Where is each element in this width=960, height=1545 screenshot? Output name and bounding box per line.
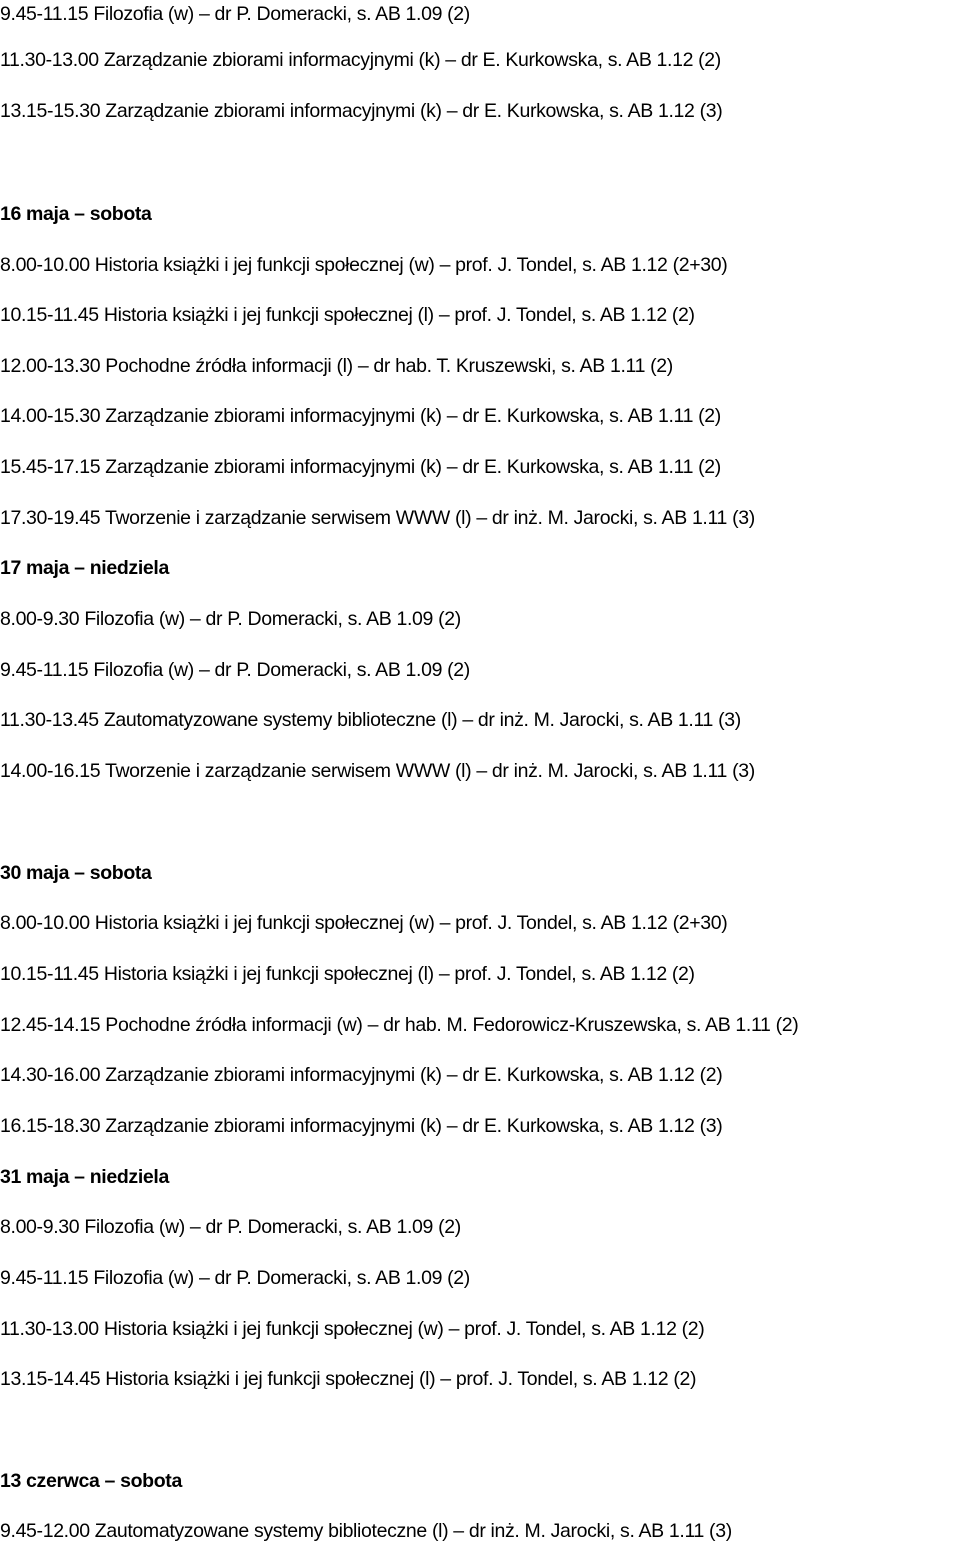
day-heading: 30 maja – sobota <box>0 862 152 884</box>
schedule-entry: 8.00-10.00 Historia książki i jej funkcji społecznej (w) – prof. J. Tondel, s. AB 1.12 (2+30) <box>0 912 728 934</box>
day-heading: 13 czerwca – sobota <box>0 1470 182 1492</box>
day-heading: 16 maja – sobota <box>0 203 152 225</box>
schedule-entry: 16.15-18.30 Zarządzanie zbiorami informacyjnymi (k) – dr E. Kurkowska, s. AB 1.12 (3) <box>0 1115 723 1137</box>
schedule-entry: 9.45-11.15 Filozofia (w) – dr P. Domeracki, s. AB 1.09 (2) <box>0 3 470 25</box>
day-heading: 31 maja – niedziela <box>0 1166 169 1188</box>
schedule-entry: 8.00-10.00 Historia książki i jej funkcji społecznej (w) – prof. J. Tondel, s. AB 1.12 (2+30) <box>0 254 728 276</box>
schedule-entry: 13.15-15.30 Zarządzanie zbiorami informacyjnymi (k) – dr E. Kurkowska, s. AB 1.12 (3) <box>0 100 723 122</box>
schedule-entry: 17.30-19.45 Tworzenie i zarządzanie serwisem WWW (l) – dr inż. M. Jarocki, s. AB 1.11 (3) <box>0 507 755 529</box>
schedule-entry: 11.30-13.45 Zautomatyzowane systemy biblioteczne (l) – dr inż. M. Jarocki, s. AB 1.11 (3) <box>0 709 741 731</box>
schedule-entry: 10.15-11.45 Historia książki i jej funkcji społecznej (l) – prof. J. Tondel, s. AB 1.12 (2) <box>0 304 695 326</box>
schedule-entry: 9.45-11.15 Filozofia (w) – dr P. Domeracki, s. AB 1.09 (2) <box>0 1267 470 1289</box>
schedule-entry: 8.00-9.30 Filozofia (w) – dr P. Domeracki, s. AB 1.09 (2) <box>0 608 461 630</box>
schedule-entry: 12.00-13.30 Pochodne źródła informacji (l) – dr hab. T. Kruszewski, s. AB 1.11 (2) <box>0 355 673 377</box>
schedule-entry: 11.30-13.00 Zarządzanie zbiorami informacyjnymi (k) – dr E. Kurkowska, s. AB 1.12 (2) <box>0 49 721 71</box>
schedule-entry: 14.30-16.00 Zarządzanie zbiorami informacyjnymi (k) – dr E. Kurkowska, s. AB 1.12 (2) <box>0 1064 723 1086</box>
schedule-entry: 15.45-17.15 Zarządzanie zbiorami informacyjnymi (k) – dr E. Kurkowska, s. AB 1.11 (2) <box>0 456 721 478</box>
schedule-entry: 14.00-16.15 Tworzenie i zarządzanie serwisem WWW (l) – dr inż. M. Jarocki, s. AB 1.11 (3) <box>0 760 755 782</box>
schedule-entry: 9.45-11.15 Filozofia (w) – dr P. Domeracki, s. AB 1.09 (2) <box>0 659 470 681</box>
schedule-entry: 8.00-9.30 Filozofia (w) – dr P. Domeracki, s. AB 1.09 (2) <box>0 1216 461 1238</box>
schedule-entry: 11.30-13.00 Historia książki i jej funkcji społecznej (w) – prof. J. Tondel, s. AB 1.12 (2) <box>0 1318 705 1340</box>
day-heading: 17 maja – niedziela <box>0 557 169 579</box>
schedule-entry: 10.15-11.45 Historia książki i jej funkcji społecznej (l) – prof. J. Tondel, s. AB 1.12 (2) <box>0 963 695 985</box>
schedule-entry: 9.45-12.00 Zautomatyzowane systemy biblioteczne (l) – dr inż. M. Jarocki, s. AB 1.11 (3) <box>0 1520 732 1542</box>
schedule-entry: 14.00-15.30 Zarządzanie zbiorami informacyjnymi (k) – dr E. Kurkowska, s. AB 1.11 (2) <box>0 405 721 427</box>
schedule-entry: 12.45-14.15 Pochodne źródła informacji (w) – dr hab. M. Fedorowicz-Kruszewska, s. AB 1.11 (2) <box>0 1014 799 1036</box>
schedule-entry: 13.15-14.45 Historia książki i jej funkcji społecznej (l) – prof. J. Tondel, s. AB 1.12 (2) <box>0 1368 697 1390</box>
